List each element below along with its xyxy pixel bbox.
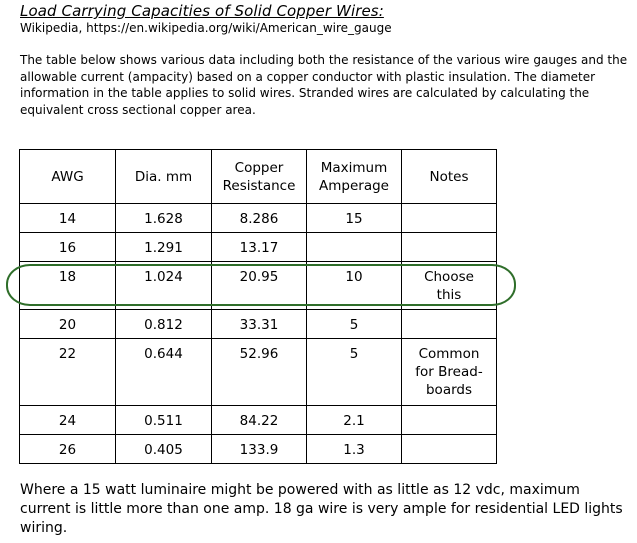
- note-line-2: for Bread-: [415, 364, 483, 380]
- intro-paragraph: The table below shows various data including both the resistance of the various wire gauges and the allowable current (ampacity) based on a copper conductor with plastic insulation. The diameter information in the table applies to solid wires. Stranded wires are calculated by calculating the equivalent cross sectional copper area.: [20, 53, 628, 117]
- cell-awg: 24: [20, 406, 116, 435]
- note-line-3: boards: [425, 382, 473, 398]
- header-awg: [20, 150, 116, 204]
- table-row: [20, 262, 497, 310]
- table-row: [20, 435, 497, 464]
- table-row: [20, 406, 497, 435]
- cell-diameter: 0.511: [116, 406, 212, 435]
- table-row: [20, 339, 497, 406]
- cell-amperage: 1.3: [307, 435, 402, 464]
- cell-awg: 14: [20, 204, 116, 233]
- conclusion-paragraph: Where a 15 watt luminaire might be powered with as little as 12 vdc, maximum current is little more than one amp. 18 ga wire is very ample for residential LED lights wiring.: [20, 482, 623, 536]
- cell-resistance: 33.31: [212, 310, 307, 339]
- header-amperage: [307, 150, 402, 204]
- note-line-2: this: [436, 287, 462, 303]
- cell-notes: [402, 262, 497, 310]
- cell-diameter: 0.812: [116, 310, 212, 339]
- cell-resistance: 52.96: [212, 339, 307, 406]
- header-awg-line-1: AWG: [51, 168, 84, 185]
- note-line-1: Choose: [424, 269, 474, 285]
- cell-amperage: [307, 233, 402, 262]
- note-line-1: Common: [418, 346, 480, 362]
- cell-notes: [402, 233, 497, 262]
- cell-notes: [402, 204, 497, 233]
- cell-awg: 18: [20, 262, 116, 310]
- cell-notes: [402, 339, 497, 406]
- table-row: [20, 204, 497, 233]
- cell-diameter: 1.024: [116, 262, 212, 310]
- cell-awg: 20: [20, 310, 116, 339]
- cell-amperage: 2.1: [307, 406, 402, 435]
- header-diameter-line-1: Dia. mm: [134, 168, 193, 185]
- cell-awg: 22: [20, 339, 116, 406]
- cell-resistance: 8.286: [212, 204, 307, 233]
- header-notes-line-1: Notes: [429, 168, 469, 185]
- header-resistance-line-2: Resistance: [222, 177, 296, 194]
- header-notes: [402, 150, 497, 204]
- cell-diameter: 0.405: [116, 435, 212, 464]
- wire-table: [19, 149, 497, 464]
- cell-notes: [402, 406, 497, 435]
- cell-resistance: 20.95: [212, 262, 307, 310]
- header-diameter: [116, 150, 212, 204]
- cell-amperage: 15: [307, 204, 402, 233]
- cell-diameter: 1.291: [116, 233, 212, 262]
- header-resistance-line-1: Copper: [234, 159, 284, 176]
- table-row: [20, 233, 497, 262]
- source-citation: Wikipedia, https://en.wikipedia.org/wiki/American_wire_gauge: [20, 21, 392, 35]
- cell-diameter: 1.628: [116, 204, 212, 233]
- cell-resistance: 13.17: [212, 233, 307, 262]
- cell-diameter: 0.644: [116, 339, 212, 406]
- header-amperage-line-1: Maximum: [320, 159, 388, 176]
- cell-resistance: 133.9: [212, 435, 307, 464]
- cell-amperage: 5: [307, 339, 402, 406]
- cell-amperage: 10: [307, 262, 402, 310]
- cell-amperage: 5: [307, 310, 402, 339]
- cell-awg: 26: [20, 435, 116, 464]
- table-header-row: [20, 150, 497, 204]
- cell-resistance: 84.22: [212, 406, 307, 435]
- header-amperage-line-2: Amperage: [319, 177, 389, 194]
- cell-notes: [402, 310, 497, 339]
- cell-awg: 16: [20, 233, 116, 262]
- header-resistance: [212, 150, 307, 204]
- page-title: Load Carrying Capacities of Solid Copper Wires:: [20, 2, 384, 20]
- cell-notes: [402, 435, 497, 464]
- table-row: [20, 310, 497, 339]
